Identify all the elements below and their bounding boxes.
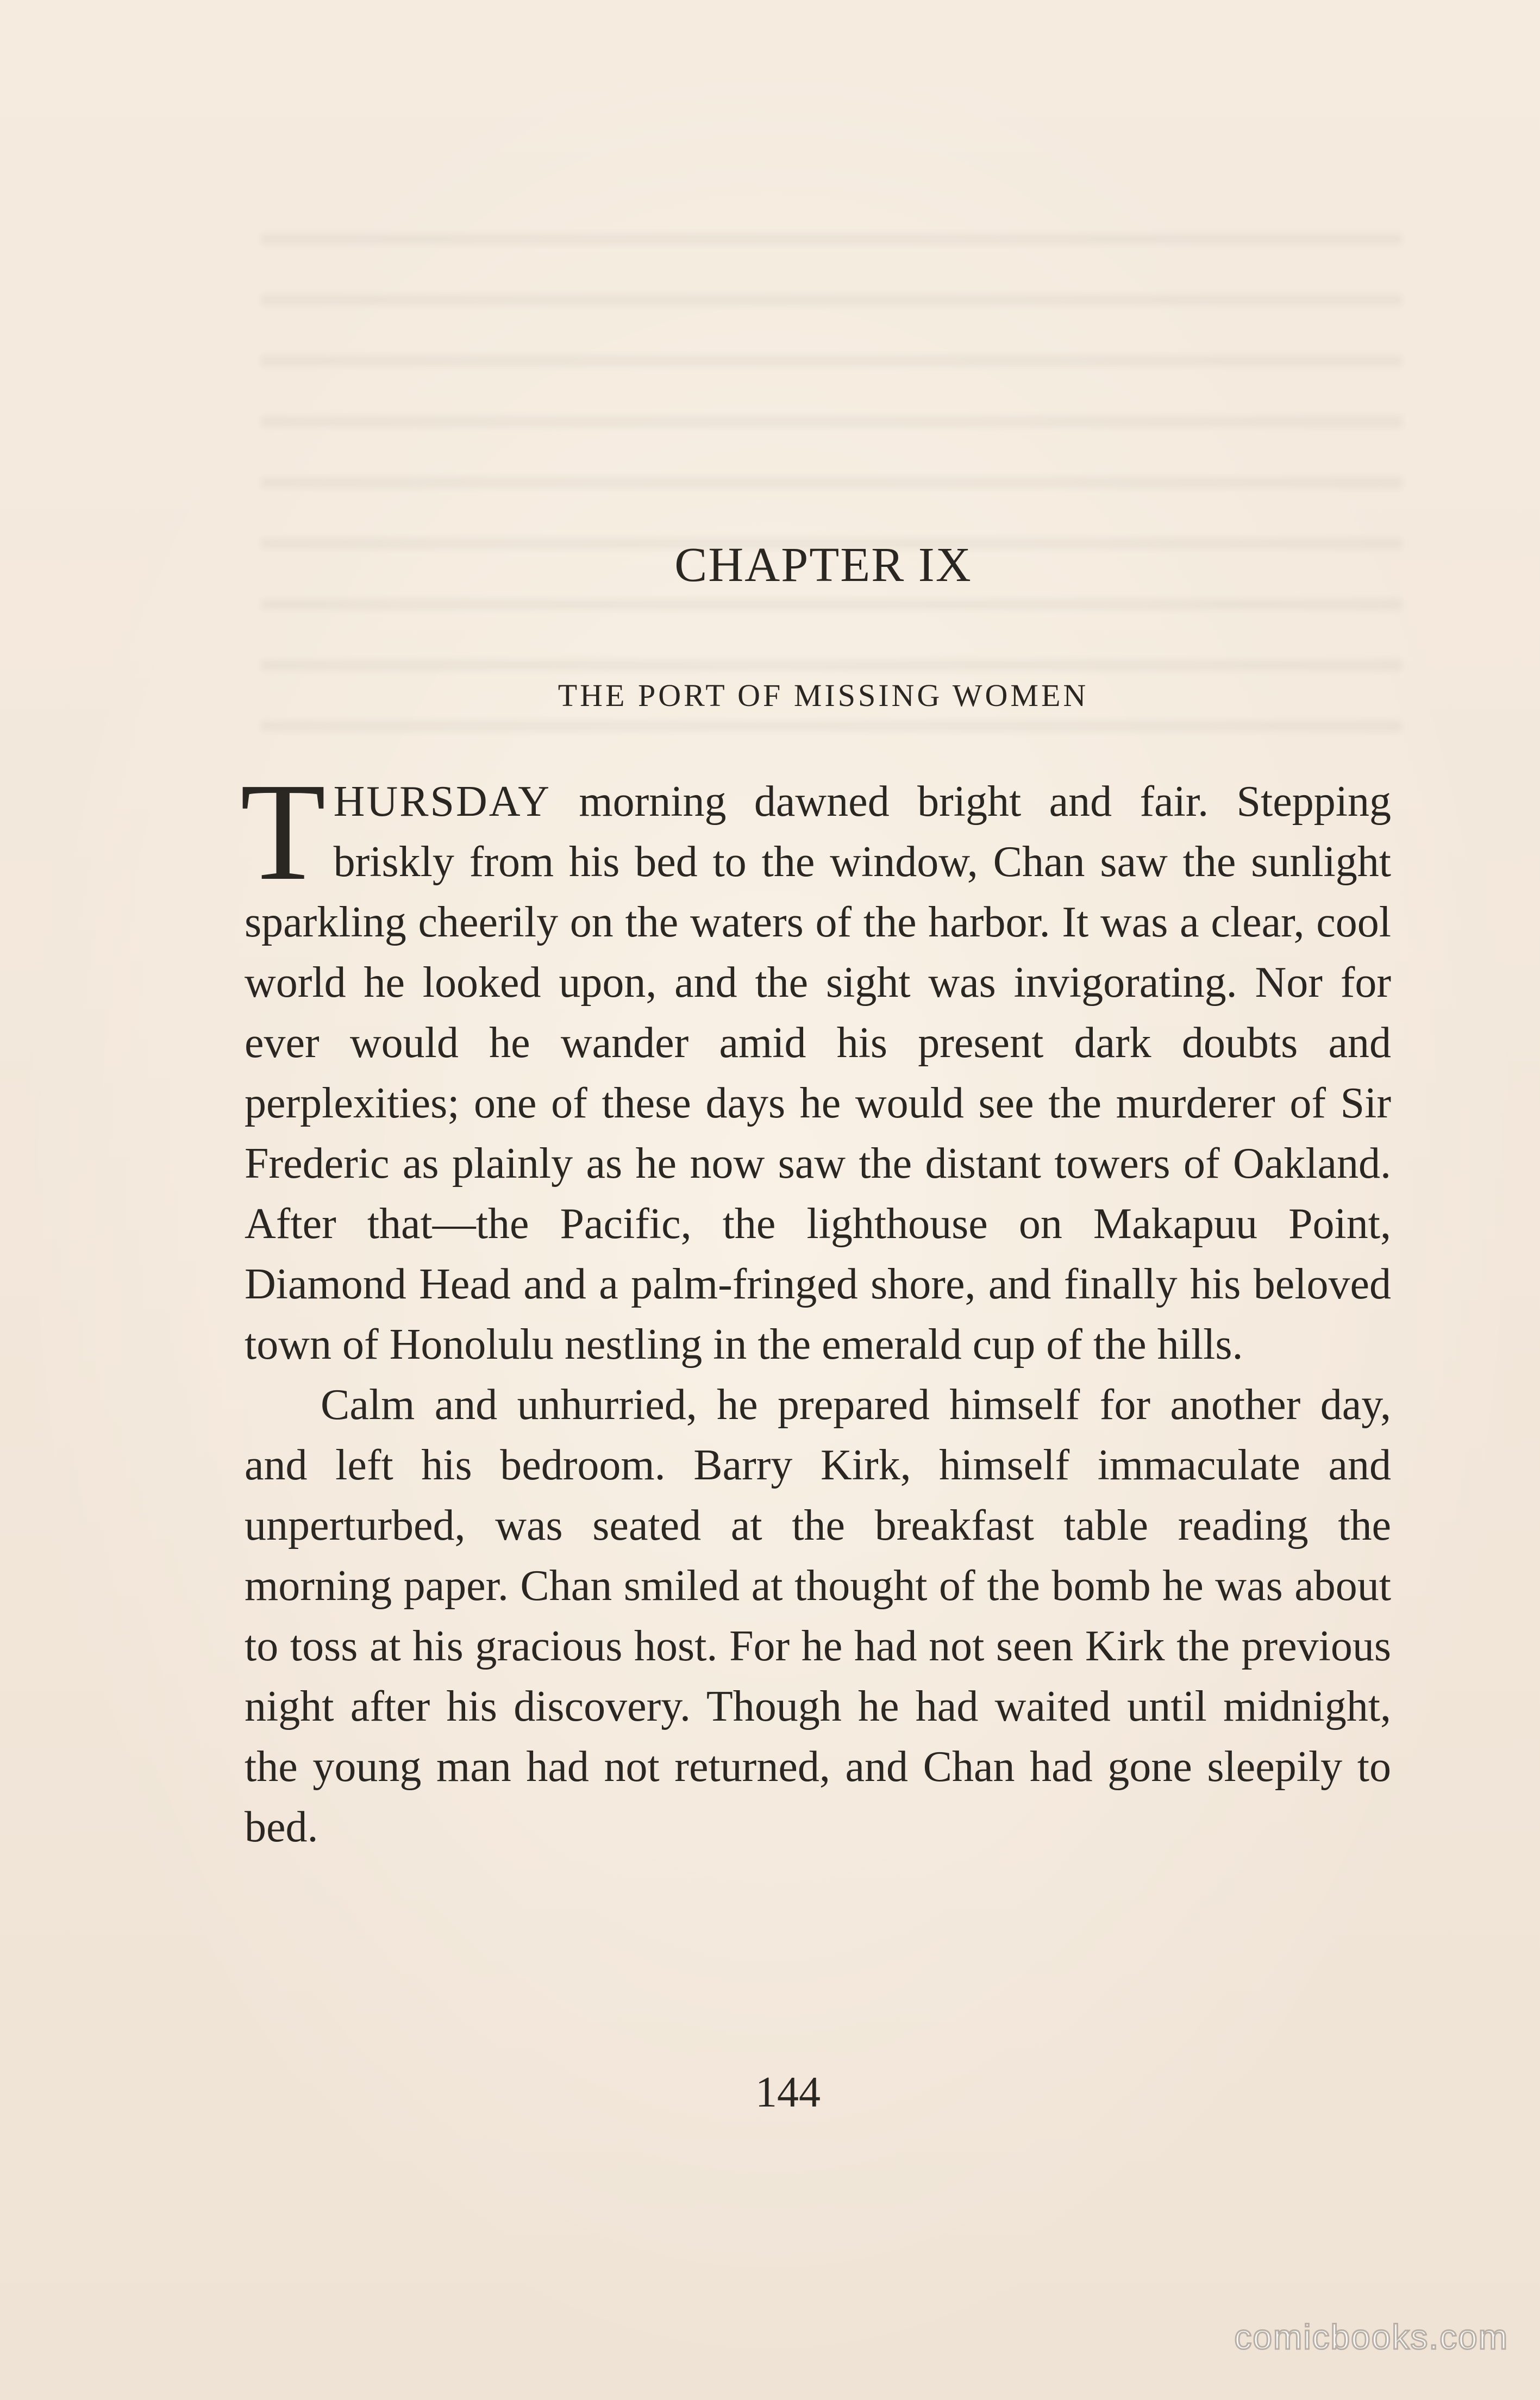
- paragraph-1-text: morning dawned bright and fair. Stepping briskly from his bed to the window, Chan saw the sunlight sparkling cheerily on the waters of the harbor. It was a clear, cool world he looked upon, and the sight was invigorating. Nor for ever would he wander amid his present dark doubts and perplexities; one of these days he would see the murderer of Sir Frederic as plainly as he now saw the distant towers of Oakland. After that—the Pacific, the lighthouse on Makapuu Point, Diamond Head and a palm-fringed shore, and finally his beloved town of Honolulu nestling in the emerald cup of the hills.: [245, 778, 1391, 1368]
- watermark-logo: comicbooks.com: [1234, 2317, 1508, 2357]
- page-number: 144: [755, 2068, 821, 2116]
- paragraph-2: Calm and unhurried, he prepared himself for another day, and left his bedroom. Barry Kirk, himself immaculate and unperturbed, was seated at the breakfast table reading the morning paper. Chan smiled at thought of the bomb he was about to toss at his gracious host. For he had not seen Kirk the previous night after his discovery. Though he had waited until midnight, the young man had not returned, and Chan had gone sleepily to bed.: [245, 1381, 1391, 1851]
- body-text: [240, 754, 1391, 1858]
- paragraph-1: [240, 754, 1391, 1375]
- chapter-heading: CHAPTER IX: [674, 538, 972, 592]
- drop-cap: T: [240, 754, 326, 909]
- lead-caps: HURSDAY: [333, 778, 551, 826]
- chapter-subtitle: THE PORT OF MISSING WOMEN: [558, 678, 1089, 713]
